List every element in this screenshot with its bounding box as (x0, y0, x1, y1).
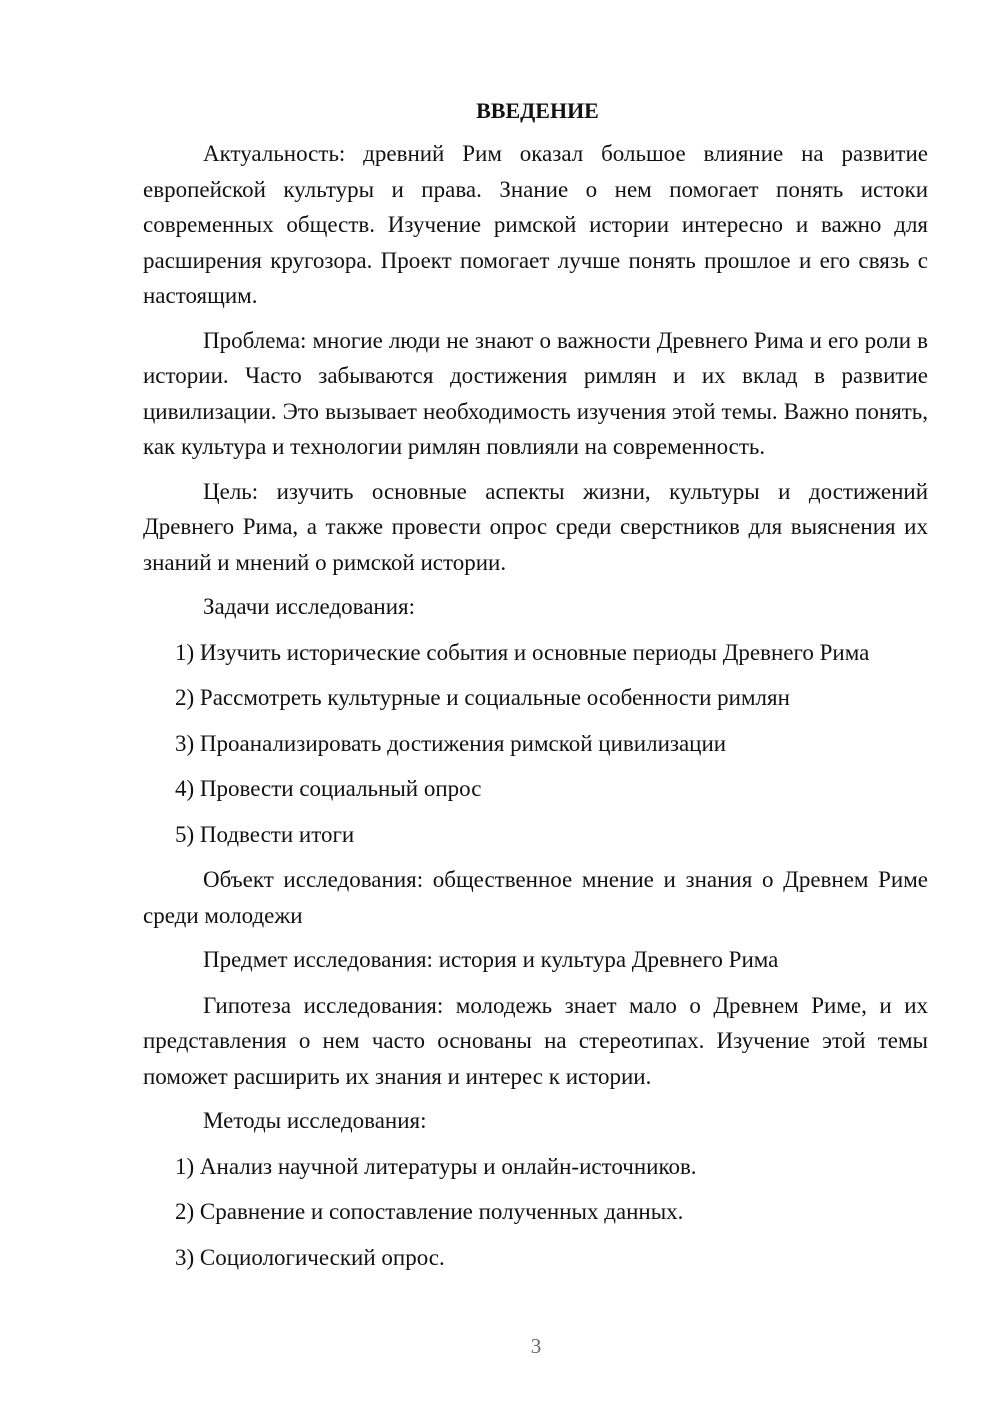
task-item: 1) Изучить исторические события и основные периоды Древнего Рима (175, 639, 870, 665)
tasks-heading: Задачи исследования: (203, 594, 416, 619)
section-title: ВВЕДЕНИЕ (476, 98, 599, 123)
relevance-paragraph: Актуальность: древний Рим оказал большое влияние на развитие европейской культуры и права. Знание о нем помогает понять истоки современных обществ. Изучение римской истории интересно и важно для расширения кругозора. Проект помогает лучше понять прошлое и его связь с настоящим. (143, 141, 928, 308)
task-item: 5) Подвести итоги (175, 821, 355, 847)
problem-paragraph: Проблема: многие люди не знают о важности Древнего Рима и его роли в истории. Часто забываются достижения римлян и их вклад в развитие цивилизации. Это вызывает необходимость изучения этой темы. Важно понять, как культура и технологии римлян повлияли на современность. (143, 327, 928, 459)
task-item: 2) Рассмотреть культурные и социальные особенности римлян (175, 685, 790, 710)
method-item: 2) Сравнение и сопоставление полученных данных. (175, 1199, 684, 1224)
page-number: 3 (530, 1334, 542, 1358)
method-item: 1) Анализ научной литературы и онлайн-источников. (175, 1153, 697, 1179)
goal-paragraph: Цель: изучить основные аспекты жизни, культуры и достижений Древнего Рима, а также провести опрос среди сверстников для выяснения их знаний и мнений о римской истории. (143, 478, 928, 575)
methods-list (143, 1149, 928, 1276)
object-paragraph: Объект исследования: общественное мнение и знания о Древнем Риме среди молодежи (143, 867, 928, 928)
methods-heading: Методы исследования: (203, 1108, 427, 1133)
task-item: 4) Провести социальный опрос (175, 776, 482, 801)
subject-paragraph: Предмет исследования: история и культура Древнего Рима (203, 947, 779, 972)
document-body (143, 94, 928, 1285)
method-item: 3) Социологический опрос. (175, 1244, 445, 1270)
task-item: 3) Проанализировать достижения римской цивилизации (175, 730, 727, 756)
tasks-list (143, 635, 928, 853)
hypothesis-paragraph: Гипотеза исследования: молодежь знает мало о Древнем Риме, и их представления о нем часто основаны на стереотипах. Изучение этой темы поможет расширить их знания и интерес к истории. (143, 992, 928, 1089)
